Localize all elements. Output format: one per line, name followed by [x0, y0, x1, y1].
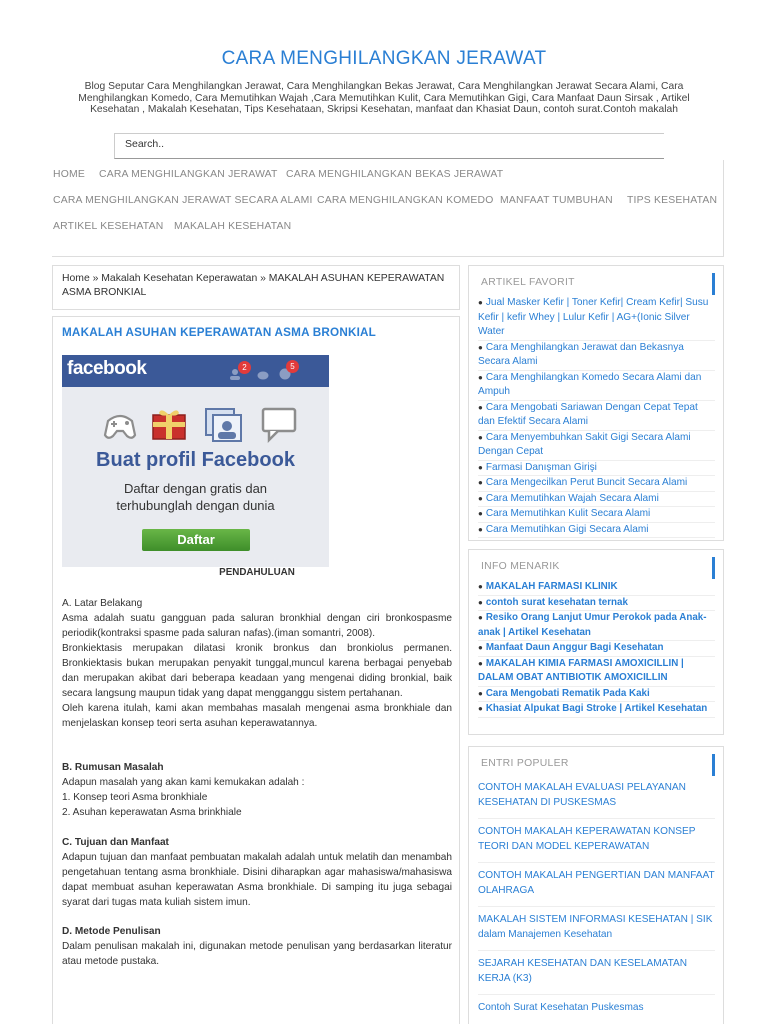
ad-subtext-line-1: Daftar dengan gratis dan	[123, 481, 268, 496]
gift-icon	[151, 409, 187, 446]
list-item[interactable]: CONTOH MAKALAH EVALUASI PELAYANAN KESEHATAN DI PUSKESMAS	[478, 781, 715, 819]
list-item[interactable]: CONTOH MAKALAH KEPERAWATAN KONSEP TEORI DAN MODEL KEPERAWATAN	[478, 825, 715, 863]
widget-title: INFO MENARIK	[481, 561, 560, 572]
widget-artikel-favorit	[468, 265, 724, 541]
search-input[interactable]	[114, 133, 664, 159]
widget-title: ENTRI POPULER	[481, 758, 569, 769]
ad-headline: Buat profil Facebook	[96, 449, 295, 471]
list-item[interactable]: ● Resiko Orang Lanjut Umur Perokok pada Anak-anak | Artikel Kesehatan	[478, 611, 715, 641]
widget-accent-bar	[712, 557, 715, 579]
nav-item-manfaat-tumbuhan[interactable]: MANFAAT TUMBUHAN	[500, 195, 613, 206]
list-item[interactable]: ● Cara Menghilangkan Komedo Secara Alami dan Ampuh	[478, 371, 715, 401]
paragraph: Adapun masalah yang akan kami kemukakan adalah :	[62, 777, 305, 788]
menarik-list	[478, 580, 715, 718]
profile-photos-icon	[205, 407, 243, 448]
widget-accent-bar	[712, 273, 715, 295]
notifications-badge: 5	[286, 360, 299, 373]
site-description: Blog Seputar Cara Menghilangkan Jerawat, Cara Menghilangkan Bekas Jerawat, Cara Menghilangkan Jerawat Secara Alami, Cara Menghilangkan Komedo, Cara Memutihkan Wajah ,Cara Memutihkan Kulit, Cara Memutihkan Gigi, Cara Manfaat Daun Sirsak , Artikel Kesehatan , Makalah Kesehatan, Tips Kesehataan, Skripsi Kesehatan, manfaat dan Khasiat Daun, contoh surat.Contoh makalah	[78, 81, 690, 115]
widget-entri-populer	[468, 746, 724, 1024]
search-form	[114, 133, 664, 159]
list-item[interactable]: ● Cara Memutihkan Kulit Secara Alami	[478, 507, 715, 523]
chat-bubble-icon	[261, 407, 299, 448]
list-item[interactable]: Contoh Surat Kesehatan Puskesmas	[478, 1001, 715, 1024]
daftar-button[interactable]: Daftar	[142, 529, 250, 551]
list-item[interactable]: ● Cara Memutihkan Gigi Secara Alami	[478, 523, 715, 539]
facebook-logo: facebook	[67, 358, 147, 379]
facebook-ad[interactable]	[62, 355, 329, 567]
nav-item-home[interactable]: HOME	[53, 169, 85, 180]
heading-latar-belakang: A. Latar Belakang	[62, 598, 143, 609]
paragraph: Asma adalah suatu gangguan pada saluran bronkhial dengan ciri bronkospasme periodik(kontraksi spasme pada saluran nafas).(iman somantri, 2008).	[62, 613, 452, 639]
list-item[interactable]: ● contoh surat kesehatan ternak	[478, 596, 715, 612]
ad-subtext-line-2: terhubunglah dengan dunia	[116, 498, 275, 513]
ad-subtext	[62, 480, 329, 514]
paragraph: Bronkiektasis merupakan dilatasi kronik bronkus dan bronkiolus permanen. Bronkiektasis bukan merupakan penyakit tunggal,muncul karena berbagai penyebab dan merupakan akibat dari beberapa keadaan yang mengenai diding bronkial, baik secara langsung maupun tidak yang dapat mengganggu sistem pertahanan.	[62, 643, 452, 699]
nav-item-jerawat-alami[interactable]: CARA MENGHILANGKAN JERAWAT SECARA ALAMI	[53, 195, 313, 206]
paragraph: Adapun tujuan dan manfaat pembuatan makalah adalah untuk melatih dan menambah pengetahuan tentang asma bronkhiale. Disini diharapkan agar mahasiswa/mahasiswa dapat membuat asuhan keperawatan Asma bronkhiale. Di samping itu juga sebagai syarat dari tugas mata kuliah sistem imun.	[62, 852, 452, 908]
list-item[interactable]: ● Cara Memutihkan Wajah Secara Alami	[478, 492, 715, 508]
widget-info-menarik	[468, 549, 724, 735]
list-item[interactable]: ● Cara Mengobati Rematik Pada Kaki	[478, 687, 715, 703]
nav-item-bekas-jerawat[interactable]: CARA MENGHILANGKAN BEKAS JERAWAT	[286, 169, 504, 180]
paragraph: Dalam penulisan makalah ini, digunakan metode penulisan yang berdasarkan literatur atau metode pustaka.	[62, 941, 452, 967]
section-metode-penulisan	[62, 924, 452, 969]
list-item[interactable]: ● Khasiat Alpukat Bagi Stroke | Artikel Kesehatan	[478, 702, 715, 718]
list-item[interactable]: ● Cara Mengecilkan Perut Buncit Secara Alami	[478, 476, 715, 492]
nav-item-tips-kesehatan[interactable]: TIPS KESEHATAN	[627, 195, 718, 206]
section-rumusan-masalah	[62, 760, 452, 820]
post-title[interactable]: MAKALAH ASUHAN KEPERAWATAN ASMA BRONKIAL	[62, 326, 377, 339]
list-item[interactable]: ● MAKALAH KIMIA FARMASI AMOXICILLIN | DALAM OBAT ANTIBIOTIK AMOXICILLIN	[478, 657, 715, 687]
breadcrumb[interactable]: Home » Makalah Kesehatan Keperawatan » MAKALAH ASUHAN KEPERAWATAN ASMA BRONKIAL	[52, 265, 460, 310]
facebook-ad-bar	[62, 355, 329, 387]
list-item[interactable]: SEJARAH KESEHATAN DAN KESELAMATAN KERJA (K3)	[478, 957, 715, 995]
site-title[interactable]: CARA MENGHILANGKAN JERAWAT	[221, 48, 547, 69]
section-heading-pendahuluan: PENDAHULUAN	[219, 567, 295, 578]
list-item[interactable]: ● Cara Mengobati Sariawan Dengan Cepat Tepat dan Efektif Secara Alami	[478, 401, 715, 431]
list-item[interactable]: MAKALAH SISTEM INFORMASI KESEHATAN | SIK dalam Manajemen Kesehatan	[478, 913, 715, 951]
list-item[interactable]: ● Manfaat Daun Anggur Bagi Kesehatan	[478, 641, 715, 657]
game-controller-icon	[102, 409, 138, 448]
list-item[interactable]: ● Cara Menghilangkan Jerawat dan Bekasnya Secara Alami	[478, 341, 715, 371]
nav-item-artikel-kesehatan[interactable]: ARTIKEL KESEHATAN	[53, 221, 164, 232]
nav-menu	[52, 160, 724, 257]
populer-list	[478, 781, 715, 1024]
section-latar-belakang	[62, 596, 452, 731]
nav-item-cara-menghilangkan-jerawat[interactable]: CARA MENGHILANGKAN JERAWAT	[99, 169, 278, 180]
list-item[interactable]: ● MAKALAH FARMASI KLINIK	[478, 580, 715, 596]
widget-title: ARTIKEL FAVORIT	[481, 277, 575, 288]
favorit-list	[478, 296, 715, 538]
heading-tujuan-manfaat: C. Tujuan dan Manfaat	[62, 837, 169, 848]
widget-accent-bar	[712, 754, 715, 776]
nav-item-komedo[interactable]: CARA MENGHILANGKAN KOMEDO	[317, 195, 494, 206]
friends-badge: 2	[238, 361, 251, 374]
section-tujuan-manfaat	[62, 835, 452, 910]
list-item[interactable]: CONTOH MAKALAH PENGERTIAN DAN MANFAAT OLAHRAGA	[478, 869, 715, 907]
paragraph: Oleh karena itulah, kami akan membahas masalah mengenai asma bronkhiale dan menjelaskan konsep teori serta asuhan keperawatannya.	[62, 703, 452, 729]
list-item[interactable]: ● Cara Menyembuhkan Sakit Gigi Secara Alami Dengan Cepat	[478, 431, 715, 461]
list-item: 2. Asuhan keperawatan Asma brinkhiale	[62, 807, 242, 818]
heading-metode-penulisan: D. Metode Penulisan	[62, 926, 161, 937]
nav-item-makalah-kesehatan[interactable]: MAKALAH KESEHATAN	[174, 221, 292, 232]
list-item[interactable]: ● Farmasi Danışman Girişi	[478, 461, 715, 477]
list-item[interactable]: ● Jual Masker Kefir | Toner Kefir| Cream Kefir| Susu Kefir | kefir Whey | Lulur Kefir | AG+(Ionic Silver Water	[478, 296, 715, 341]
heading-rumusan-masalah: B. Rumusan Masalah	[62, 762, 164, 773]
post-container	[52, 316, 460, 1024]
list-item: 1. Konsep teori Asma bronkhiale	[62, 792, 208, 803]
messages-icon	[257, 368, 269, 378]
